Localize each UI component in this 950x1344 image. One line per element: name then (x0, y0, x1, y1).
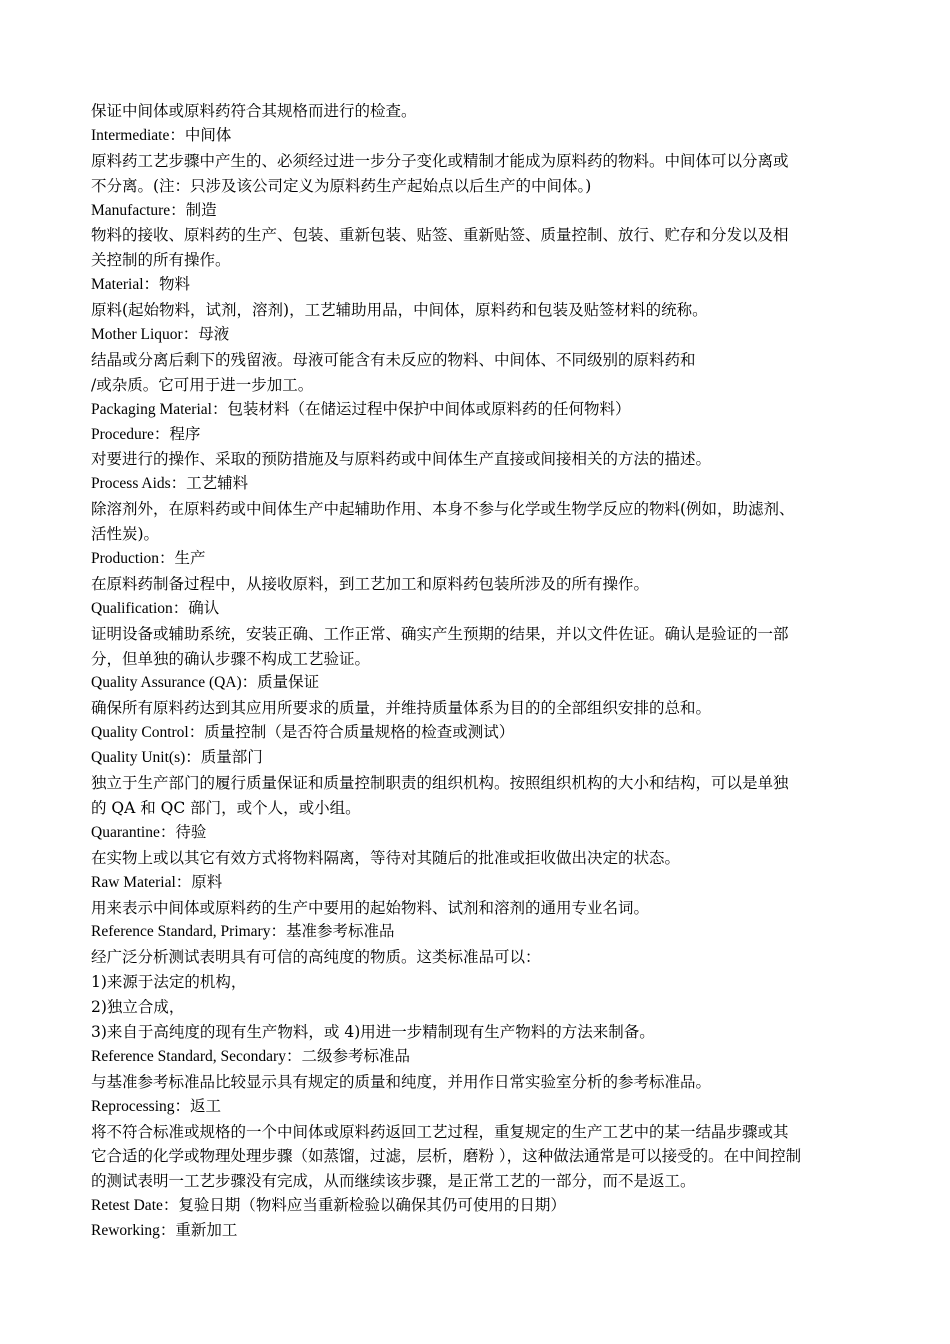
text-line: 与基准参考标准品比较显示具有规定的质量和纯度，并用作日常实验室分析的参考标准品。 (91, 1072, 712, 1091)
text-line: 分，但单独的确认步骤不构成工艺验证。 (91, 649, 371, 668)
term-heading: Manufacture：制造 (91, 201, 217, 219)
term-heading: Procedure：程序 (91, 425, 201, 443)
term-heading: Retest Date：复验日期（物料应当重新检验以确保其仍可使用的日期） (91, 1197, 566, 1215)
text-line: 在实物上或以其它有效方式将物料隔离，等待对其随后的批准或拒收做出决定的状态。 (91, 848, 681, 867)
term-heading: Packaging Material：包装材料（在储运过程中保护中间体或原料药的任何物料） (91, 400, 631, 418)
text-line: 关控制的所有操作。 (91, 251, 231, 270)
text-line: 经广泛分析测试表明具有可信的高纯度的物质。这类标准品可以： (91, 948, 541, 967)
list-item: 3)来自于高纯度的现有生产物料，或 4)用进一步精制现有生产物料的方法来制备。 (91, 1022, 655, 1041)
term-heading: Reprocessing：返工 (91, 1097, 222, 1115)
term-heading: Quarantine：待验 (91, 823, 207, 841)
term-heading: Process Aids：工艺辅料 (91, 475, 249, 493)
document-page (91, 99, 865, 1244)
term-heading: Quality Control：质量控制（是否符合质量规格的检查或测试） (91, 724, 515, 742)
list-item: 2)独立合成， (91, 998, 185, 1017)
term-heading: Reference Standard, Secondary：二级参考标准品 (91, 1047, 410, 1065)
term-heading: Reworking：重新加工 (91, 1222, 238, 1240)
text-line: 独立于生产部门的履行质量保证和质量控制职责的组织机构。按照组织机构的大小和结构，可以是单独 (91, 774, 789, 793)
list-item: 1)来源于法定的机构， (91, 973, 247, 992)
text-line: 不分离。(注：只涉及该公司定义为原料药生产起始点以后生产的中间体。) (91, 176, 592, 195)
text-line: 结晶或分离后剩下的残留液。母液可能含有未反应的物料、中间体、不同级别的原料药和 (91, 350, 696, 369)
term-heading: Intermediate：中间体 (91, 126, 232, 144)
text-line: 对要进行的操作、采取的预防措施及与原料药或中间体生产直接或间接相关的方法的描述。 (91, 450, 712, 469)
text-line: 确保所有原料药达到其应用所要求的质量，并维持质量体系为目的的全部组织安排的总和。 (91, 699, 712, 718)
term-heading: Raw Material：原料 (91, 873, 223, 891)
term-heading: Qualification：确认 (91, 599, 220, 617)
text-line: 它合适的化学或物理处理步骤（如蒸馏，过滤，层析，磨粉 ），这种做法通常是可以接受的。在中间控制 (91, 1147, 802, 1166)
text-line: 原料药工艺步骤中产生的、必须经过进一步分子变化或精制才能成为原料药的物料。中间体可以分离或 (91, 151, 789, 170)
text-line: 在原料药制备过程中，从接收原料，到工艺加工和原料药包装所涉及的所有操作。 (91, 574, 650, 593)
text-line: 的 QA 和 QC 部门，或个人，或小组。 (91, 798, 361, 817)
term-heading: Mother Liquor：母液 (91, 326, 230, 344)
text-line: 的测试表明一工艺步骤没有完成，从而继续该步骤，是正常工艺的一部分，而不是返工。 (91, 1172, 696, 1191)
text-line: 物料的接收、原料药的生产、包装、重新包装、贴签、重新贴签、质量控制、放行、贮存和分发以及相 (91, 226, 789, 245)
term-heading: Production：生产 (91, 550, 206, 568)
text-line: 活性炭)。 (91, 525, 160, 544)
text-line: 除溶剂外，在原料药或中间体生产中起辅助作用、本身不参与化学或生物学反应的物料(例如，助滤剂、 (91, 500, 795, 519)
text-line: 将不符合标准或规格的一个中间体或原料药返回工艺过程，重复规定的生产工艺中的某一结晶步骤或其 (91, 1122, 789, 1141)
term-heading: Quality Assurance (QA)：质量保证 (91, 674, 320, 692)
term-heading: Quality Unit(s)：质量部门 (91, 749, 263, 767)
text-line: 保证中间体或原料药符合其规格而进行的检查。 (91, 102, 417, 120)
term-heading: Reference Standard, Primary：基准参考标准品 (91, 923, 395, 941)
term-heading: Material：物料 (91, 276, 191, 294)
text-line: /或杂质。它可用于进一步加工。 (91, 375, 314, 394)
text-line: 原料(起始物料，试剂，溶剂)，工艺辅助用品，中间体，原料药和包装及贴签材料的统称。 (91, 301, 708, 320)
text-line: 证明设备或辅助系统，安装正确、工作正常、确实产生预期的结果，并以文件佐证。确认是验证的一部 (91, 624, 789, 643)
text-line: 用来表示中间体或原料药的生产中要用的起始物料、试剂和溶剂的通用专业名词。 (91, 898, 650, 917)
